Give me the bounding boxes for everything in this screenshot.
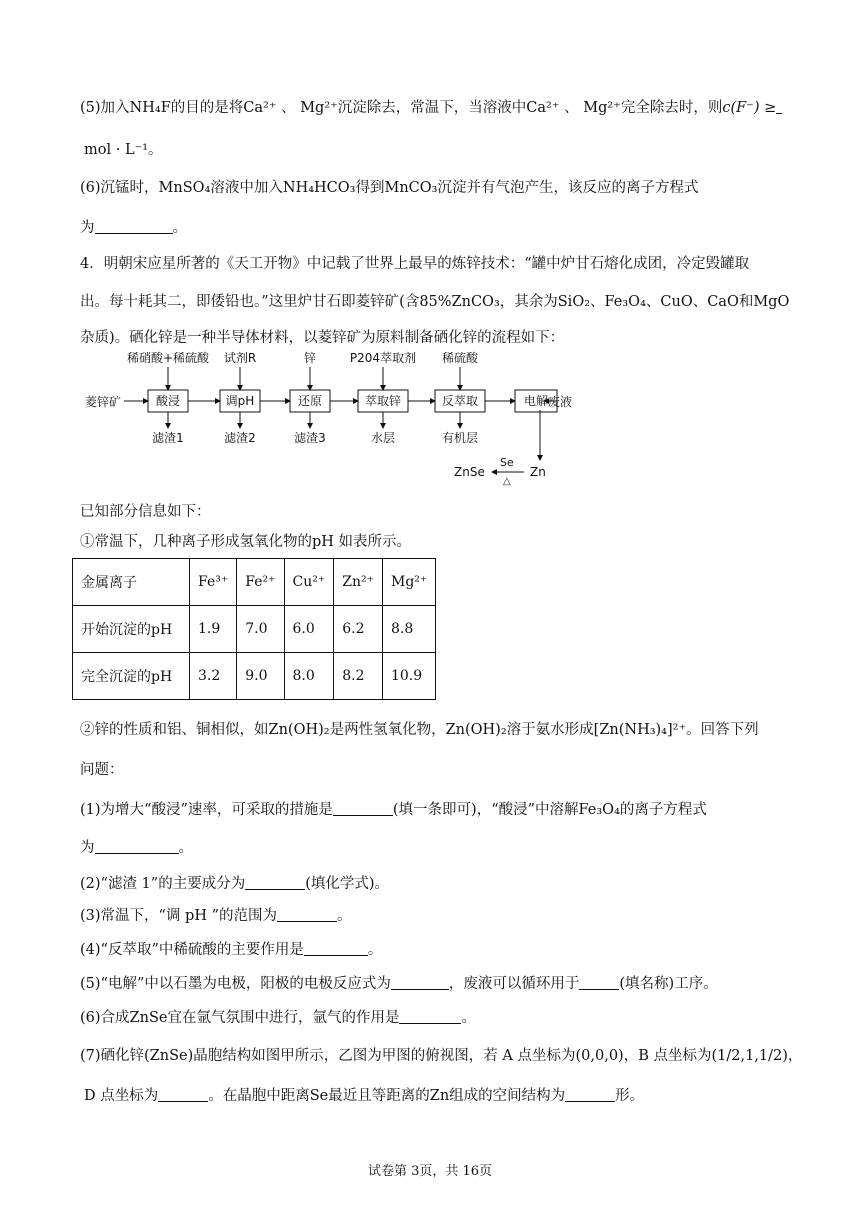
q5-ions-2: Ca²⁺ 、 Mg²⁺ — [526, 100, 621, 116]
table-row — [73, 606, 436, 653]
q3-text-a: (3)常温下，“调 pH ”的范围为 — [80, 908, 278, 924]
q5-expr: c(F⁻) ≥ — [722, 100, 777, 116]
p4-intro-line-3: 杂质)。硒化锌是一种半导体材料，以菱锌矿为原料制备硒化锌的流程如下： — [80, 330, 565, 346]
q1-text-a: (1)为增大“酸浸”速率，可采取的措施是 — [80, 802, 333, 818]
q1-text-d: 的离子方程式 — [619, 802, 707, 818]
q1-text-f: 。 — [178, 840, 193, 856]
table-cell: 完全沉淀的pH — [73, 653, 190, 700]
i2-text-b: 是两性氢氧化物， — [329, 722, 446, 738]
page-footer: 试卷第 3页，共 16页 — [367, 1164, 493, 1179]
q5-blank — [776, 99, 782, 115]
table-header-cell: Mg²⁺ — [382, 559, 435, 606]
table-header-cell: Zn²⁺ — [334, 559, 383, 606]
q4-text-b: 。 — [367, 942, 383, 958]
q6-text-b: 溶液中加入 — [210, 180, 283, 196]
q5-text-a: (5)加入 — [80, 100, 130, 116]
flow-reagent-label: 试剂R — [223, 351, 257, 365]
q4-blank — [304, 941, 368, 957]
table-cell: 1.9 — [190, 606, 237, 653]
q5-line — [80, 96, 782, 117]
q1-text-e: 为 — [80, 840, 95, 856]
flow-step-label: 酸浸 — [155, 394, 181, 408]
table-cell: 8.2 — [334, 653, 383, 700]
q6-text-a: (6)沉锰时， — [80, 180, 159, 196]
info-title: 已知部分信息如下： — [80, 504, 211, 520]
flow-output-label: 水层 — [370, 431, 396, 445]
flow-reagent-label: 稀硝酸+稀硫酸 — [126, 351, 210, 365]
hydroxide-ph-table — [72, 558, 436, 700]
i2-text-e: 问题： — [80, 762, 124, 778]
q6-blank — [399, 1009, 461, 1025]
q7-text-a: (7)硒化锌( — [80, 1048, 150, 1064]
table-cell: 3.2 — [190, 653, 237, 700]
question-2 — [80, 872, 389, 893]
flow-step-label: 反萃取 — [441, 394, 479, 408]
table-header-cell: Cu²⁺ — [284, 559, 334, 606]
q2-blank — [245, 875, 305, 891]
table-cell: 9.0 — [237, 653, 284, 700]
q6-nh4hco3: NH₄HCO₃ — [282, 180, 356, 196]
flow-step-label: 萃取锌 — [364, 394, 402, 408]
table-cell: 8.8 — [382, 606, 435, 653]
q1-blank-1 — [333, 801, 393, 817]
table-row — [73, 653, 436, 700]
flow-output-label: 滤渣3 — [294, 431, 326, 445]
q7-text-e: ，B 点坐标为 — [623, 1048, 712, 1064]
q1-text-b: (填一条即可)，“酸浸”中溶解 — [392, 802, 579, 818]
question-5 — [80, 972, 718, 993]
q6-text-b: 。 — [461, 1010, 476, 1026]
q7-text-h: D 点坐标为 — [84, 1088, 159, 1104]
i2-znoh2-1: Zn(OH)₂ — [268, 722, 330, 738]
table-header-cell: Fe²⁺ — [237, 559, 284, 606]
flow-step-label: 电解 — [523, 394, 549, 408]
q5-text-b: 的目的是将 — [170, 100, 244, 116]
table-cell: 7.0 — [237, 606, 284, 653]
q7-coord-b: (1/2,1,1/2) — [711, 1048, 788, 1064]
p4-intro-line-2: 出。每十耗其二，即倭铅也。”这里炉甘石即菱锌矿(含85%ZnCO₃，其余为SiO₂、Fe₃O₄、CuO、CaO和MgO — [80, 294, 790, 310]
flow-input-label: 菱锌矿 — [85, 395, 122, 409]
q6-line — [80, 176, 698, 197]
q4-text-a: (4)“反萃取”中稀硫酸的主要作用是 — [80, 942, 304, 958]
info-item-1: ①常温下，几种离子形成氢氧化物的pH 如表所示。 — [80, 534, 412, 550]
q5-ions-1: Ca²⁺ 、 Mg²⁺ — [243, 100, 338, 116]
q6-mnso4: MnSO₄ — [158, 180, 211, 196]
q5-text-d: 完全除去时，则 — [620, 100, 723, 116]
flow-reagent-label: 锌 — [303, 351, 317, 365]
q1-fe3o4: Fe₃O₄ — [578, 802, 620, 818]
info-item-2 — [80, 718, 759, 739]
q5-text-b: ，废液可以循环用于 — [448, 976, 580, 992]
flow-output-label: 有机层 — [441, 431, 479, 445]
table-cell: 10.9 — [382, 653, 435, 700]
q7-text-g: ， — [787, 1048, 803, 1064]
q5-blank-1 — [391, 975, 449, 991]
flow-output-label: 滤渣2 — [224, 431, 256, 445]
q5-text-a: (5)“电解”中以石墨为电极，阳极的电极反应式为 — [80, 976, 391, 992]
flow-zn-label: Zn — [530, 465, 546, 479]
flow-output-label: 滤渣1 — [152, 431, 184, 445]
question-7 — [80, 1044, 802, 1065]
q7-text-c: )晶胞结构如图甲所示，乙图为甲图的俯视图，若 A 点坐标为 — [187, 1048, 576, 1064]
question-3 — [80, 904, 352, 925]
table-header-row — [73, 559, 436, 606]
q5-unit-line — [84, 138, 163, 159]
question-6 — [80, 1006, 476, 1027]
i2-text-c: 溶于氨水形成 — [506, 722, 594, 738]
q7-blank-2 — [565, 1087, 615, 1103]
q6-text-d: 沉淀并有气泡产生，该反应的离子方程式 — [437, 180, 699, 196]
flow-step-label: 调pH — [225, 394, 255, 408]
q1-blank-2 — [95, 839, 179, 855]
table-cell: 开始沉淀的pH — [73, 606, 190, 653]
i2-text-a: ②锌的性质和铝、铜相似，如 — [80, 722, 269, 738]
q5-text-c: (填名称)工序。 — [619, 976, 718, 992]
q2-text-b: (填化学式)。 — [305, 876, 390, 892]
q3-blank — [277, 907, 337, 923]
process-flowchart — [80, 348, 640, 490]
table-cell: 6.0 — [284, 606, 334, 653]
q6-line-2 — [80, 216, 187, 237]
flow-se-label: Se — [500, 456, 514, 469]
q7-text-i: 。在晶胞中距离Se最近且等距离的Zn组成的空间结构为 — [208, 1088, 566, 1104]
table-cell: 6.2 — [334, 606, 383, 653]
p4-intro-line-1: 4．明朝宋应星所著的《天工开物》中记载了世界上最早的炼锌技术：“罐中炉甘石熔化成团，冷定毁罐取 — [80, 256, 750, 272]
q5-nh4f: NH₄F — [129, 100, 171, 116]
question-1-line-2 — [80, 836, 193, 857]
i2-complex-ion: [Zn(NH₃)₄]²⁺ — [593, 722, 687, 738]
q5-text-c: 沉淀除去，常温下，当溶液中 — [337, 100, 527, 116]
flow-step-label: 还原 — [297, 394, 323, 408]
flow-reagent-label: 稀硫酸 — [441, 351, 479, 365]
q6-text-f: 。 — [172, 220, 187, 236]
i2-text-d: 。回答下列 — [686, 722, 759, 738]
question-1 — [80, 798, 707, 819]
flow-waste-label: 废液 — [548, 395, 573, 409]
q7-text-j: 形。 — [615, 1088, 645, 1104]
q7-blank-1 — [158, 1087, 208, 1103]
q7-znse: ZnSe — [149, 1048, 188, 1064]
q5-blank-2 — [579, 975, 619, 991]
table-header-cell: Fe³⁺ — [190, 559, 237, 606]
i2-znoh2-2: Zn(OH)₂ — [445, 722, 507, 738]
flow-znse-label: ZnSe — [454, 465, 485, 479]
flow-heat-label: △ — [503, 476, 511, 487]
q7-coord-a: (0,0,0) — [575, 1048, 624, 1064]
table-header-cell: 金属离子 — [73, 559, 190, 606]
question-7-line-2 — [84, 1084, 644, 1105]
question-4 — [80, 938, 382, 959]
q6-text-e: 为 — [80, 220, 95, 236]
q6-text-a: (6)合成ZnSe宜在氩气氛围中进行，氩气的作用是 — [80, 1010, 400, 1026]
flow-reagent-label: P204萃取剂 — [349, 351, 417, 365]
q6-text-c: 得到 — [355, 180, 385, 196]
q2-text-a: (2)“滤渣 1”的主要成分为 — [80, 876, 246, 892]
table-cell: 8.0 — [284, 653, 334, 700]
q5-unit: mol · L⁻¹。 — [84, 142, 163, 158]
q6-mnco3: MnCO₃ — [384, 180, 438, 196]
q6-blank — [95, 219, 173, 235]
q3-text-b: 。 — [337, 908, 352, 924]
